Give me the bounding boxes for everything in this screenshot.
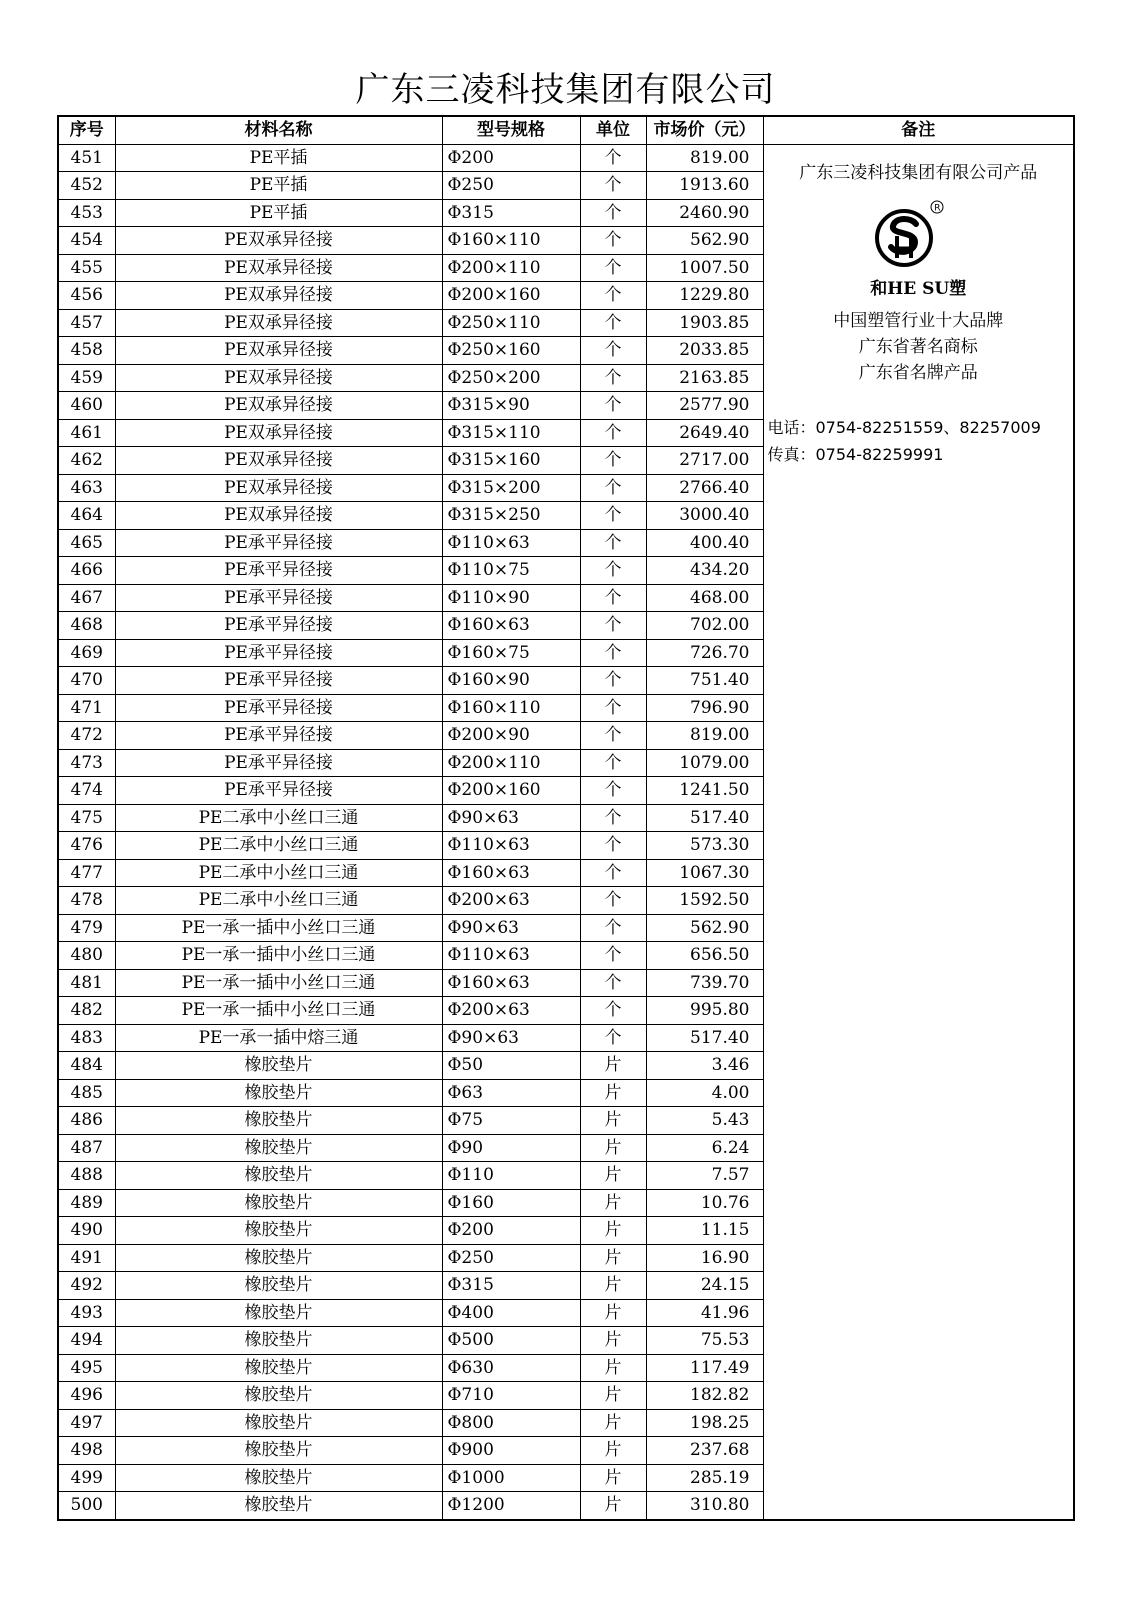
price-cell: 16.90 <box>646 1244 763 1272</box>
remarks-cell <box>763 144 1074 1520</box>
price-cell: 2163.85 <box>646 364 763 392</box>
unit-cell: 片 <box>580 1244 646 1272</box>
price-cell: 562.90 <box>646 914 763 942</box>
phone-line: 电话：0754-82251559、82257009 <box>767 418 1041 437</box>
unit-cell: 个 <box>580 502 646 530</box>
spec-cell: Φ160×90 <box>442 667 580 695</box>
material-name: PE双承异径接 <box>115 392 442 420</box>
unit-cell: 片 <box>580 1162 646 1190</box>
material-name: 橡胶垫片 <box>115 1079 442 1107</box>
spec-cell: Φ315×110 <box>442 419 580 447</box>
price-cell: 819.00 <box>646 144 763 172</box>
row-number: 453 <box>58 199 115 227</box>
unit-cell: 个 <box>580 227 646 255</box>
unit-cell: 个 <box>580 419 646 447</box>
spec-cell: Φ1000 <box>442 1464 580 1492</box>
header-name: 材料名称 <box>115 116 442 144</box>
row-number: 493 <box>58 1299 115 1327</box>
unit-cell: 个 <box>580 282 646 310</box>
price-cell: 656.50 <box>646 942 763 970</box>
spec-cell: Φ250×110 <box>442 309 580 337</box>
spec-cell: Φ200×63 <box>442 997 580 1025</box>
material-name: 橡胶垫片 <box>115 1162 442 1190</box>
price-cell: 562.90 <box>646 227 763 255</box>
material-name: 橡胶垫片 <box>115 1327 442 1355</box>
material-name: 橡胶垫片 <box>115 1134 442 1162</box>
price-cell: 2766.40 <box>646 474 763 502</box>
row-number: 490 <box>58 1217 115 1245</box>
row-number: 452 <box>58 172 115 200</box>
price-cell: 702.00 <box>646 612 763 640</box>
spec-cell: Φ200 <box>442 144 580 172</box>
row-number: 492 <box>58 1272 115 1300</box>
row-number: 465 <box>58 529 115 557</box>
price-cell: 2577.90 <box>646 392 763 420</box>
material-name: PE承平异径接 <box>115 584 442 612</box>
price-cell: 1229.80 <box>646 282 763 310</box>
material-name: PE二承中小丝口三通 <box>115 832 442 860</box>
unit-cell: 片 <box>580 1107 646 1135</box>
spec-cell: Φ315 <box>442 1272 580 1300</box>
spec-cell: Φ63 <box>442 1079 580 1107</box>
material-name: 橡胶垫片 <box>115 1354 442 1382</box>
material-name: PE承平异径接 <box>115 557 442 585</box>
row-number: 495 <box>58 1354 115 1382</box>
material-name: 橡胶垫片 <box>115 1437 442 1465</box>
material-name: PE承平异径接 <box>115 749 442 777</box>
price-cell: 468.00 <box>646 584 763 612</box>
spec-cell: Φ630 <box>442 1354 580 1382</box>
remarks-panel <box>764 160 1074 469</box>
unit-cell: 个 <box>580 172 646 200</box>
unit-cell: 个 <box>580 832 646 860</box>
row-number: 469 <box>58 639 115 667</box>
unit-cell: 片 <box>580 1409 646 1437</box>
spec-cell: Φ160×63 <box>442 969 580 997</box>
price-cell: 2717.00 <box>646 447 763 475</box>
brand-logo-text: 和HE SU塑 <box>870 279 967 299</box>
unit-cell: 个 <box>580 447 646 475</box>
row-number: 474 <box>58 777 115 805</box>
row-number: 456 <box>58 282 115 310</box>
material-name: PE平插 <box>115 144 442 172</box>
row-number: 481 <box>58 969 115 997</box>
unit-cell: 片 <box>580 1437 646 1465</box>
row-number: 500 <box>58 1492 115 1520</box>
unit-cell: 个 <box>580 254 646 282</box>
spec-cell: Φ800 <box>442 1409 580 1437</box>
material-name: 橡胶垫片 <box>115 1217 442 1245</box>
material-name: PE承平异径接 <box>115 639 442 667</box>
row-number: 458 <box>58 337 115 365</box>
spec-cell: Φ400 <box>442 1299 580 1327</box>
price-cell: 182.82 <box>646 1382 763 1410</box>
spec-cell: Φ90×63 <box>442 1024 580 1052</box>
spec-cell: Φ200×160 <box>442 777 580 805</box>
material-name: PE双承异径接 <box>115 309 442 337</box>
material-name: PE平插 <box>115 172 442 200</box>
svg-text:R: R <box>933 203 940 214</box>
price-cell: 995.80 <box>646 997 763 1025</box>
spec-cell: Φ500 <box>442 1327 580 1355</box>
row-number: 475 <box>58 804 115 832</box>
row-number: 476 <box>58 832 115 860</box>
material-name: PE双承异径接 <box>115 364 442 392</box>
price-cell: 4.00 <box>646 1079 763 1107</box>
price-cell: 751.40 <box>646 667 763 695</box>
unit-cell: 片 <box>580 1217 646 1245</box>
price-cell: 573.30 <box>646 832 763 860</box>
material-name: PE承平异径接 <box>115 777 442 805</box>
spec-cell: Φ160×63 <box>442 859 580 887</box>
spec-cell: Φ110×75 <box>442 557 580 585</box>
row-number: 486 <box>58 1107 115 1135</box>
unit-cell: 个 <box>580 694 646 722</box>
price-cell: 237.68 <box>646 1437 763 1465</box>
material-name: 橡胶垫片 <box>115 1272 442 1300</box>
price-cell: 41.96 <box>646 1299 763 1327</box>
spec-cell: Φ75 <box>442 1107 580 1135</box>
unit-cell: 个 <box>580 199 646 227</box>
price-cell: 3.46 <box>646 1052 763 1080</box>
price-cell: 285.19 <box>646 1464 763 1492</box>
material-name: 橡胶垫片 <box>115 1052 442 1080</box>
material-name: 橡胶垫片 <box>115 1107 442 1135</box>
header-spec: 型号规格 <box>442 116 580 144</box>
table-row <box>58 144 1074 172</box>
row-number: 464 <box>58 502 115 530</box>
spec-cell: Φ110×63 <box>442 942 580 970</box>
material-name: PE承平异径接 <box>115 667 442 695</box>
brand-logo <box>764 198 1074 308</box>
material-name: PE承平异径接 <box>115 722 442 750</box>
spec-cell: Φ315 <box>442 199 580 227</box>
spec-cell: Φ110×90 <box>442 584 580 612</box>
unit-cell: 个 <box>580 612 646 640</box>
row-number: 473 <box>58 749 115 777</box>
price-cell: 310.80 <box>646 1492 763 1520</box>
row-number: 482 <box>58 997 115 1025</box>
material-name: PE二承中小丝口三通 <box>115 859 442 887</box>
spec-cell: Φ200×110 <box>442 749 580 777</box>
unit-cell: 片 <box>580 1327 646 1355</box>
sh-brand-logo-icon <box>871 198 949 274</box>
spec-cell: Φ90×63 <box>442 804 580 832</box>
material-name: PE双承异径接 <box>115 474 442 502</box>
row-number: 467 <box>58 584 115 612</box>
price-cell: 6.24 <box>646 1134 763 1162</box>
unit-cell: 个 <box>580 969 646 997</box>
price-cell: 75.53 <box>646 1327 763 1355</box>
row-number: 470 <box>58 667 115 695</box>
unit-cell: 个 <box>580 667 646 695</box>
price-cell: 796.90 <box>646 694 763 722</box>
row-number: 479 <box>58 914 115 942</box>
price-cell: 1007.50 <box>646 254 763 282</box>
unit-cell: 片 <box>580 1189 646 1217</box>
row-number: 457 <box>58 309 115 337</box>
spec-cell: Φ110×63 <box>442 832 580 860</box>
fax-line: 传真：0754-82259991 <box>767 445 944 464</box>
material-name: PE双承异径接 <box>115 337 442 365</box>
material-name: PE一承一插中熔三通 <box>115 1024 442 1052</box>
row-number: 489 <box>58 1189 115 1217</box>
header-remarks: 备注 <box>763 116 1074 144</box>
unit-cell: 片 <box>580 1382 646 1410</box>
spec-cell: Φ200 <box>442 1217 580 1245</box>
unit-cell: 个 <box>580 777 646 805</box>
header-price: 市场价（元） <box>646 116 763 144</box>
row-number: 497 <box>58 1409 115 1437</box>
spec-cell: Φ315×90 <box>442 392 580 420</box>
spec-cell: Φ90×63 <box>442 914 580 942</box>
spec-cell: Φ90 <box>442 1134 580 1162</box>
material-name: PE平插 <box>115 199 442 227</box>
row-number: 484 <box>58 1052 115 1080</box>
price-cell: 2649.40 <box>646 419 763 447</box>
price-cell: 517.40 <box>646 804 763 832</box>
unit-cell: 片 <box>580 1464 646 1492</box>
spec-cell: Φ160×110 <box>442 694 580 722</box>
spec-cell: Φ110×63 <box>442 529 580 557</box>
spec-cell: Φ250 <box>442 172 580 200</box>
header-unit: 单位 <box>580 116 646 144</box>
unit-cell: 个 <box>580 144 646 172</box>
price-cell: 517.40 <box>646 1024 763 1052</box>
unit-cell: 个 <box>580 749 646 777</box>
material-name: 橡胶垫片 <box>115 1464 442 1492</box>
row-number: 477 <box>58 859 115 887</box>
material-name: PE双承异径接 <box>115 419 442 447</box>
material-name: PE双承异径接 <box>115 447 442 475</box>
price-cell: 10.76 <box>646 1189 763 1217</box>
row-number: 455 <box>58 254 115 282</box>
unit-cell: 片 <box>580 1492 646 1520</box>
price-cell: 198.25 <box>646 1409 763 1437</box>
spec-cell: Φ250×160 <box>442 337 580 365</box>
spec-cell: Φ160×63 <box>442 612 580 640</box>
unit-cell: 个 <box>580 997 646 1025</box>
price-cell: 1913.60 <box>646 172 763 200</box>
row-number: 478 <box>58 887 115 915</box>
unit-cell: 个 <box>580 557 646 585</box>
unit-cell: 个 <box>580 337 646 365</box>
spec-cell: Φ250 <box>442 1244 580 1272</box>
spec-cell: Φ160×75 <box>442 639 580 667</box>
spec-cell: Φ315×200 <box>442 474 580 502</box>
brand-line: 广东省著名商标 <box>858 337 978 357</box>
price-cell: 117.49 <box>646 1354 763 1382</box>
price-cell: 726.70 <box>646 639 763 667</box>
row-number: 487 <box>58 1134 115 1162</box>
unit-cell: 个 <box>580 1024 646 1052</box>
unit-cell: 片 <box>580 1134 646 1162</box>
spec-cell: Φ315×160 <box>442 447 580 475</box>
material-name: PE双承异径接 <box>115 254 442 282</box>
row-number: 468 <box>58 612 115 640</box>
table-body <box>58 144 1074 1520</box>
spec-cell: Φ315×250 <box>442 502 580 530</box>
price-cell: 739.70 <box>646 969 763 997</box>
unit-cell: 个 <box>580 639 646 667</box>
row-number: 499 <box>58 1464 115 1492</box>
spec-cell: Φ160×110 <box>442 227 580 255</box>
price-cell: 24.15 <box>646 1272 763 1300</box>
spec-cell: Φ710 <box>442 1382 580 1410</box>
material-name: 橡胶垫片 <box>115 1492 442 1520</box>
material-name: PE承平异径接 <box>115 694 442 722</box>
row-number: 494 <box>58 1327 115 1355</box>
spec-cell: Φ200×160 <box>442 282 580 310</box>
row-number: 496 <box>58 1382 115 1410</box>
unit-cell: 个 <box>580 859 646 887</box>
spec-cell: Φ900 <box>442 1437 580 1465</box>
price-cell: 2460.90 <box>646 199 763 227</box>
spec-cell: Φ110 <box>442 1162 580 1190</box>
row-number: 466 <box>58 557 115 585</box>
row-number: 459 <box>58 364 115 392</box>
spec-cell: Φ200×63 <box>442 887 580 915</box>
material-name: 橡胶垫片 <box>115 1299 442 1327</box>
price-cell: 11.15 <box>646 1217 763 1245</box>
row-number: 451 <box>58 144 115 172</box>
material-name: 橡胶垫片 <box>115 1409 442 1437</box>
price-cell: 5.43 <box>646 1107 763 1135</box>
material-name: PE承平异径接 <box>115 612 442 640</box>
spec-cell: Φ200×90 <box>442 722 580 750</box>
header-no: 序号 <box>58 116 115 144</box>
spec-cell: Φ50 <box>442 1052 580 1080</box>
unit-cell: 片 <box>580 1272 646 1300</box>
unit-cell: 个 <box>580 887 646 915</box>
material-name: PE双承异径接 <box>115 227 442 255</box>
row-number: 460 <box>58 392 115 420</box>
price-cell: 1079.00 <box>646 749 763 777</box>
row-number: 488 <box>58 1162 115 1190</box>
spec-cell: Φ160 <box>442 1189 580 1217</box>
material-name: PE一承一插中小丝口三通 <box>115 997 442 1025</box>
unit-cell: 片 <box>580 1299 646 1327</box>
material-name: 橡胶垫片 <box>115 1382 442 1410</box>
material-name: PE二承中小丝口三通 <box>115 887 442 915</box>
price-cell: 1067.30 <box>646 859 763 887</box>
price-table <box>57 115 1075 1521</box>
unit-cell: 个 <box>580 584 646 612</box>
brand-line: 广东省名牌产品 <box>858 363 978 383</box>
material-name: 橡胶垫片 <box>115 1244 442 1272</box>
row-number: 471 <box>58 694 115 722</box>
price-cell: 1592.50 <box>646 887 763 915</box>
row-number: 454 <box>58 227 115 255</box>
row-number: 483 <box>58 1024 115 1052</box>
material-name: 橡胶垫片 <box>115 1189 442 1217</box>
price-cell: 1241.50 <box>646 777 763 805</box>
spec-cell: Φ200×110 <box>442 254 580 282</box>
unit-cell: 个 <box>580 804 646 832</box>
unit-cell: 个 <box>580 364 646 392</box>
price-cell: 3000.40 <box>646 502 763 530</box>
material-name: PE二承中小丝口三通 <box>115 804 442 832</box>
row-number: 462 <box>58 447 115 475</box>
material-name: PE一承一插中小丝口三通 <box>115 969 442 997</box>
row-number: 461 <box>58 419 115 447</box>
unit-cell: 个 <box>580 914 646 942</box>
row-number: 480 <box>58 942 115 970</box>
material-name: PE一承一插中小丝口三通 <box>115 914 442 942</box>
unit-cell: 个 <box>580 942 646 970</box>
row-number: 463 <box>58 474 115 502</box>
unit-cell: 个 <box>580 309 646 337</box>
unit-cell: 个 <box>580 529 646 557</box>
material-name: PE承平异径接 <box>115 529 442 557</box>
price-cell: 1903.85 <box>646 309 763 337</box>
material-name: PE双承异径接 <box>115 502 442 530</box>
price-cell: 2033.85 <box>646 337 763 365</box>
unit-cell: 个 <box>580 392 646 420</box>
price-cell: 400.40 <box>646 529 763 557</box>
price-cell: 819.00 <box>646 722 763 750</box>
row-number: 472 <box>58 722 115 750</box>
unit-cell: 个 <box>580 722 646 750</box>
page-title: 广东三凌科技集团有限公司 <box>355 70 776 110</box>
brand-line: 中国塑管行业十大品牌 <box>833 311 1004 331</box>
unit-cell: 个 <box>580 474 646 502</box>
material-name: PE一承一插中小丝口三通 <box>115 942 442 970</box>
remarks-company: 广东三凌科技集团有限公司产品 <box>799 162 1038 183</box>
row-number: 498 <box>58 1437 115 1465</box>
row-number: 491 <box>58 1244 115 1272</box>
price-cell: 7.57 <box>646 1162 763 1190</box>
spec-cell: Φ250×200 <box>442 364 580 392</box>
unit-cell: 片 <box>580 1354 646 1382</box>
row-number: 485 <box>58 1079 115 1107</box>
table-header-row <box>58 116 1074 144</box>
unit-cell: 片 <box>580 1079 646 1107</box>
spec-cell: Φ1200 <box>442 1492 580 1520</box>
material-name: PE双承异径接 <box>115 282 442 310</box>
unit-cell: 片 <box>580 1052 646 1080</box>
price-cell: 434.20 <box>646 557 763 585</box>
